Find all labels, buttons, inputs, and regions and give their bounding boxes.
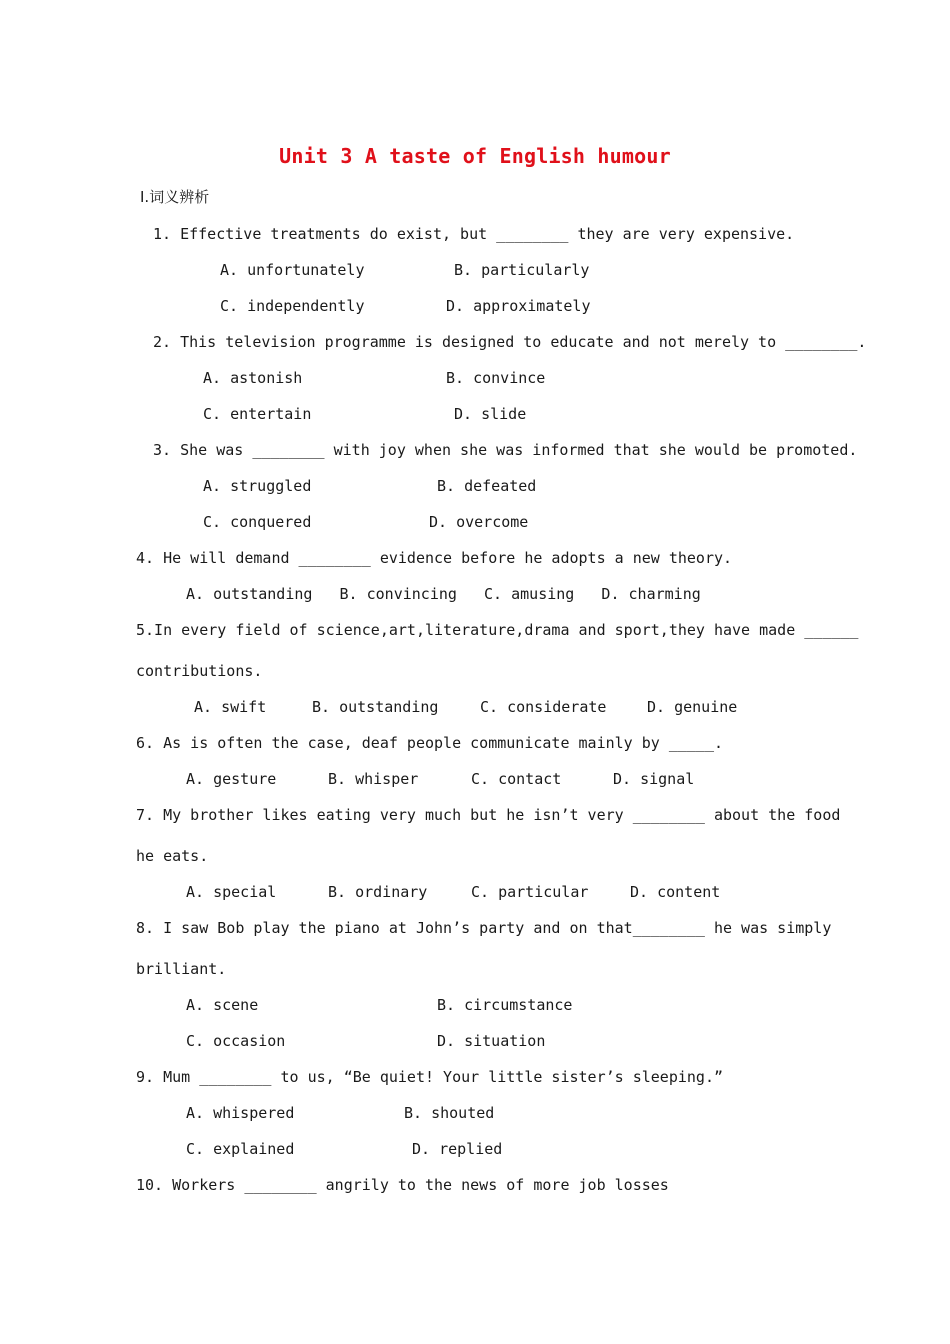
q9-option-c: C. explained — [186, 1140, 295, 1158]
q9-option-b: B. shouted — [404, 1104, 495, 1122]
q9-stem: 9. Mum ________ to us, “Be quiet! Your little sister’s sleeping.” — [136, 1068, 723, 1086]
q7-stem-line2: he eats. — [136, 847, 209, 865]
q9-option-d: D. replied — [412, 1140, 503, 1158]
section-heading: Ⅰ.词义辨析 — [140, 188, 210, 206]
q3-option-d: D. overcome — [429, 513, 529, 531]
q3-option-b: B. defeated — [437, 477, 537, 495]
q6-option-d: D. signal — [613, 770, 695, 788]
q1-option-d: D. approximately — [446, 297, 591, 315]
q3-option-c: C. conquered — [203, 513, 312, 531]
q7-stem-line1: 7. My brother likes eating very much but he isn’t very ________ about the food — [136, 806, 841, 824]
q6-stem: 6. As is often the case, deaf people communicate mainly by _____. — [136, 734, 723, 752]
q5-stem-line1: 5.In every field of science,art,literature,drama and sport,they have made ______ — [136, 621, 859, 639]
q2-stem: 2. This television programme is designed to educate and not merely to ________. — [153, 333, 867, 351]
q8-stem-line1: 8. I saw Bob play the piano at John’s party and on that________ he was simply — [136, 919, 832, 937]
q4-stem: 4. He will demand ________ evidence before he adopts a new theory. — [136, 549, 733, 567]
q8-option-b: B. circumstance — [437, 996, 573, 1014]
q6-option-b: B. whisper — [328, 770, 419, 788]
q8-option-a: A. scene — [186, 996, 259, 1014]
q1-stem: 1. Effective treatments do exist, but ________ they are very expensive. — [153, 225, 795, 243]
q2-option-a: A. astonish — [203, 369, 303, 387]
q8-option-c: C. occasion — [186, 1032, 286, 1050]
q8-option-d: D. situation — [437, 1032, 546, 1050]
q5-option-b: B. outstanding — [312, 698, 439, 716]
q5-option-a: A. swift — [194, 698, 267, 716]
q3-stem: 3. She was ________ with joy when she was informed that she would be promoted. — [153, 441, 858, 459]
q1-option-c: C. independently — [220, 297, 365, 315]
q2-option-c: C. entertain — [203, 405, 312, 423]
q7-option-a: A. special — [186, 883, 277, 901]
q7-option-c: C. particular — [471, 883, 589, 901]
q6-option-a: A. gesture — [186, 770, 277, 788]
q8-stem-line2: brilliant. — [136, 960, 227, 978]
q10-stem: 10. Workers ________ angrily to the news of more job losses — [136, 1176, 669, 1194]
q5-stem-line2: contributions. — [136, 662, 263, 680]
q7-option-b: B. ordinary — [328, 883, 428, 901]
q1-option-b: B. particularly — [454, 261, 590, 279]
q2-option-b: B. convince — [446, 369, 546, 387]
q9-option-a: A. whispered — [186, 1104, 295, 1122]
document-title: Unit 3 A taste of English humour — [279, 144, 671, 168]
q2-option-d: D. slide — [454, 405, 527, 423]
q1-option-a: A. unfortunately — [220, 261, 365, 279]
q7-option-d: D. content — [630, 883, 721, 901]
q4-options: A. outstanding B. convincing C. amusing D. charming — [186, 585, 701, 603]
q5-option-c: C. considerate — [480, 698, 607, 716]
q6-option-c: C. contact — [471, 770, 562, 788]
q3-option-a: A. struggled — [203, 477, 312, 495]
q5-option-d: D. genuine — [647, 698, 738, 716]
